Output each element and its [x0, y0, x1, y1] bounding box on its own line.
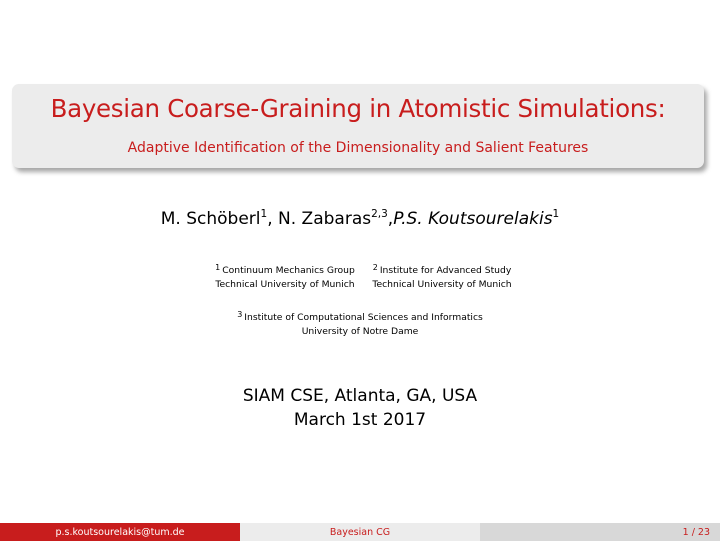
presentation-title: Bayesian Coarse-Graining in Atomistic Simulations: [50, 94, 666, 123]
affiliation-superscript: 1 [215, 263, 221, 272]
affiliation-2 [370, 264, 514, 292]
affiliation-group: Institute for Advanced Study [379, 265, 512, 276]
affiliation-1 [214, 264, 356, 292]
footer-email-text: p.s.koutsourelakis@tum.de [55, 526, 185, 538]
affiliation-3 [230, 311, 490, 339]
footer-bar [0, 523, 720, 541]
footer-email [0, 523, 240, 541]
footer-title-text: Bayesian CG [329, 526, 391, 538]
affiliation-institution: Technical University of Munich [372, 279, 512, 290]
affiliation-institution: University of Notre Dame [301, 326, 419, 337]
author-superscript: 2,3 [371, 208, 388, 220]
event-info [0, 384, 720, 432]
page-number: 1 / 23 [682, 526, 710, 538]
author-name: M. Schöberl [160, 209, 261, 229]
author-name: N. Zabaras [278, 209, 372, 229]
affiliation-superscript: 2 [372, 263, 378, 272]
affiliation-group: Continuum Mechanics Group [222, 265, 355, 276]
event-date: March 1st 2017 [293, 410, 427, 430]
affiliation-institution: Technical University of Munich [215, 279, 355, 290]
title-box [12, 84, 704, 168]
author-superscript: 1 [552, 208, 560, 220]
presentation-subtitle: Adaptive Identification of the Dimensionality and Salient Features [127, 140, 589, 156]
author-name: P.S. Koutsourelakis [393, 209, 553, 229]
footer-title [240, 523, 480, 541]
author-line: M. Schöberl$^1$, N. Zabaras$^{2,3}$,P.S. Koutsourelakis$^1$ [160, 208, 560, 229]
author-superscript: 1 [260, 208, 268, 220]
affiliation-group: Institute of Computational Sciences and Informatics [244, 312, 483, 323]
affiliation-superscript: 3 [237, 310, 243, 319]
footer-page [480, 523, 720, 541]
event-location: SIAM CSE, Atlanta, GA, USA [242, 386, 478, 406]
